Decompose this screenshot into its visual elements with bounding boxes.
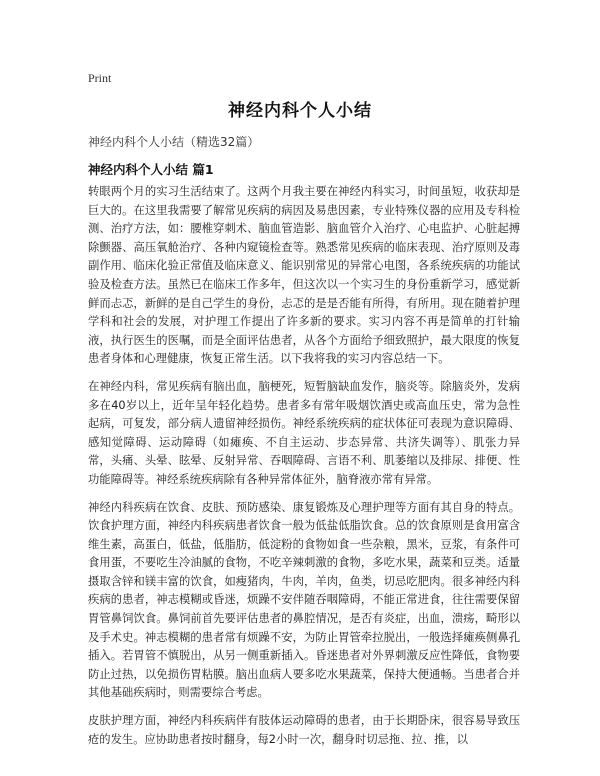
paragraph-1: 转眼两个月的实习生活结束了。这两个月我主要在神经内科实习，时间虽短，收获却是巨大的。在这里我需要了解常见疾病的病因及易患因素，专业特殊仪器的应用及专科检测、治疗方法，如：腰椎穿刺术、脑血管造影、脑血管介入治疗、心电监护、心脏起搏除颤器、高压氧舱治疗、各种内窥镜检查等。熟悉常见疾病的临床表现、治疗原则及毒副作用、临床化验正常值及临床意义、能识别常见的异常心电图，各系统疾病的功能试验及检查方法。虽然已在临床工作多年，但这次以一个实习生的身份重新学习，感觉新鲜而忐忑，新鲜的是自己学生的身份，忐忑的是是否能有所得，有所用。现在随着护理学科和社会的发展，对护理工作提出了许多新的要求。实习内容不再是简单的打针输液，执行医生的医嘱，而是全面评估患者，从各个方面给予细致照护，最大限度的恢复患者身体和心理健康，恢复正常生活。以下我将我的实习内容总结一下。 [88,185,520,366]
paragraph-2: 在神经内科，常见疾病有脑出血，脑梗死，短暂脑缺血发作，脑炎等。除脑炎外，发病多在40岁以上，近年呈年轻化趋势。患者多有常年吸烟饮酒史或高血压史，常为急性起病，可复发，部分病人遗留神经损伤。神经系统疾病的症状体征可表现为意识障碍、感知觉障碍、运动障碍（如瘫痪、不自主运动、步态异常、共济失调等）、肌张力异常，头痛、头晕、眩晕、反射异常、吞咽障碍、言语不利、肌萎缩以及排尿、排便、性功能障碍等。神经系统疾病除有各种异常体征外，脑脊液亦常有异常。 [88,379,520,486]
document-subtitle: 神经内科个人小结（精选32篇） [88,135,260,149]
document-body [88,183,520,758]
paragraph-4: 皮肤护理方面，神经内科疾病伴有肢体运动障碍的患者，由于长期卧床，很容易导致压疮的发生。应协助患者按时翻身，每2小时一次，翻身时切忌拖、拉、推，以 [88,714,520,746]
print-label: Print [88,71,112,85]
paragraph-3: 神经内科疾病在饮食、皮肤、预防感染、康复锻炼及心理护理等方面有其自身的特点。饮食护理方面，神经内科疾病患者饮食一般为低盐低脂饮食。总的饮食原则是食用富含维生素，高蛋白，低盐，低脂肪，低淀粉的食物如食一些杂粮，黑米，豆浆，有条件可食用蛋，不要吃生冷油腻的食物，不吃辛辣刺激的食物，多吃水果，蔬菜和豆类。适量摄取含锌和镁丰富的饮食，如瘦猪肉，牛肉，羊肉，鱼类，切忌吃肥肉。很多神经内科疾病的患者，神志模糊或昏迷，烦躁不安伴随吞咽障碍，不能正常进食，往往需要保留胃管鼻饲饮食。鼻饲前首先要评估患者的鼻腔情况，是否有炎症，出血，溃疡，畸形以及手术史。神志模糊的患者常有烦躁不安，为防止胃管牵拉脱出，一般选择瘫痪侧鼻孔插入。若胃管不慎脱出，从另一侧重新插入。昏迷患者对外界刺激反应性降低，食物要防止过热，以免损伤胃粘膜。脑出血病人要多吃水果蔬菜，保持大便通畅。当患者合并其他基础疾病时，则需要综合考虑。 [88,500,520,700]
page-title: 神经内科个人小结 [228,101,372,121]
section-heading: 神经内科个人小结 篇1 [88,162,214,177]
